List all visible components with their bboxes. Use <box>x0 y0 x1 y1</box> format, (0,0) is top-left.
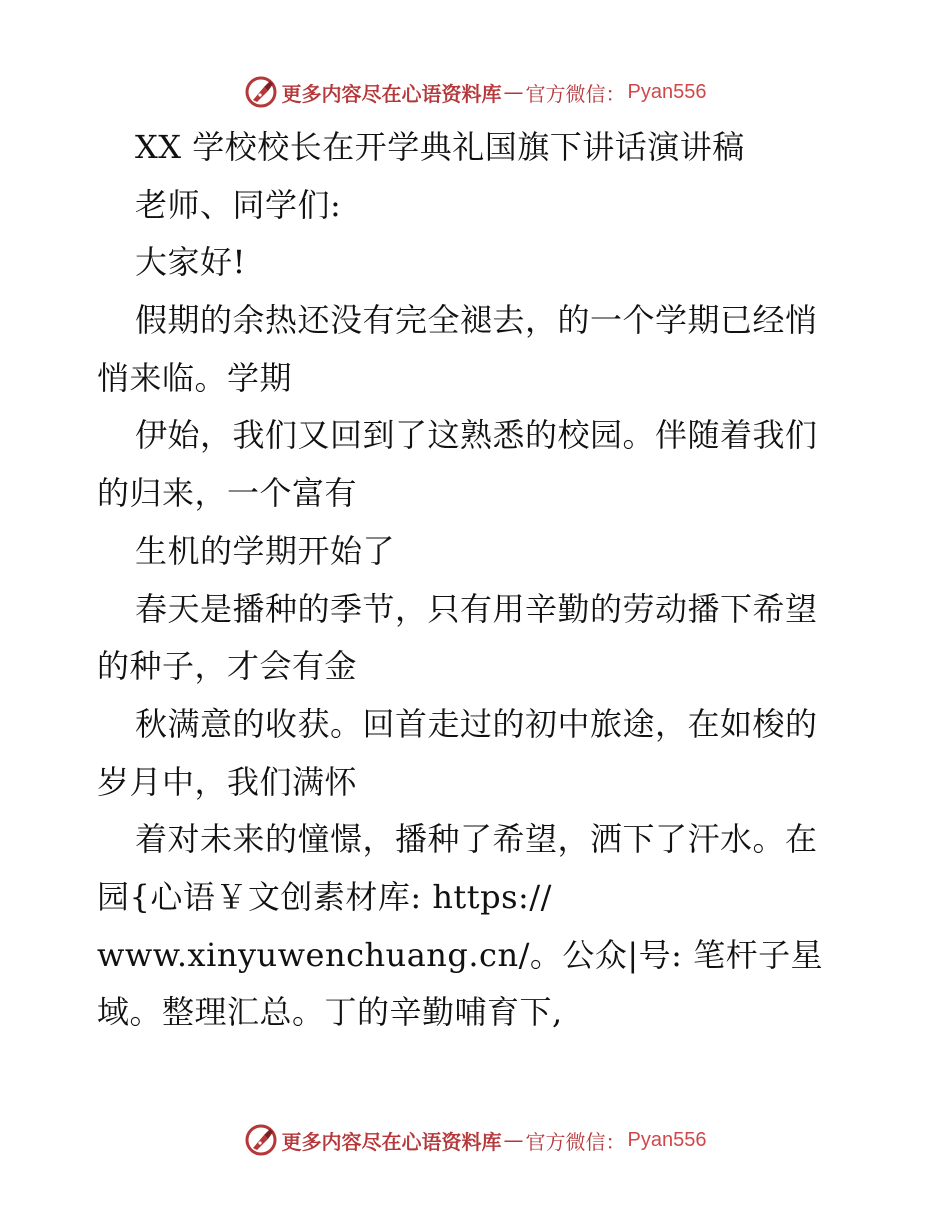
paragraph-line: 着对未来的憧憬，播种了希望，洒下了汗水。在 <box>135 820 818 859</box>
paragraph-line: 假期的余热还没有完全褪去，的一个学期已经悄 <box>135 301 818 340</box>
banner-slogan: 更多内容尽在心语资料库 <box>281 1129 502 1154</box>
paragraph-line: 悄来临。学期 <box>97 358 293 397</box>
banner-dash: — <box>503 80 524 104</box>
footer-banner <box>0 1120 950 1160</box>
header-banner <box>0 72 950 112</box>
pen-nib-circle-icon <box>244 75 278 109</box>
pen-nib-circle-icon <box>244 1123 278 1157</box>
banner-wechat-account: Pyan556 <box>627 80 707 103</box>
banner-wechat-label: 官方微信： <box>525 1129 626 1154</box>
paragraph-line: 秋满意的收获。回首走过的初中旅途，在如梭的 <box>135 704 818 743</box>
paragraph-line: 的归来，一个富有 <box>97 474 358 513</box>
banner-slogan: 更多内容尽在心语资料库 <box>281 81 502 106</box>
document-body <box>97 119 857 1042</box>
paragraph-line: 春天是播种的季节，只有用辛勤的劳动播下希望 <box>135 589 818 628</box>
document-title: XX 学校校长在开学典礼国旗下讲话演讲稿 <box>135 128 745 166</box>
greeting: 大家好! <box>135 243 246 282</box>
paragraph-line: 园{心语￥文创素材库: https:// <box>97 877 552 916</box>
paragraph-line: 的种子，才会有金 <box>97 647 358 686</box>
salutation: 老师、同学们: <box>135 185 342 224</box>
banner-dash: — <box>503 1128 524 1152</box>
banner-wechat-label: 官方微信： <box>525 81 626 106</box>
paragraph-line: 域。整理汇总。丁的辛勤哺育下, <box>97 993 563 1032</box>
paragraph-line: www.xinyuwenchuang.cn/。公众|号: 笔杆子星 <box>97 935 824 974</box>
paragraph-line: 生机的学期开始了 <box>135 531 396 570</box>
paragraph-line: 伊始，我们又回到了这熟悉的校园。伴随着我们 <box>135 416 818 455</box>
paragraph-line: 岁月中，我们满怀 <box>97 762 358 801</box>
banner-wechat-account: Pyan556 <box>627 1128 707 1151</box>
